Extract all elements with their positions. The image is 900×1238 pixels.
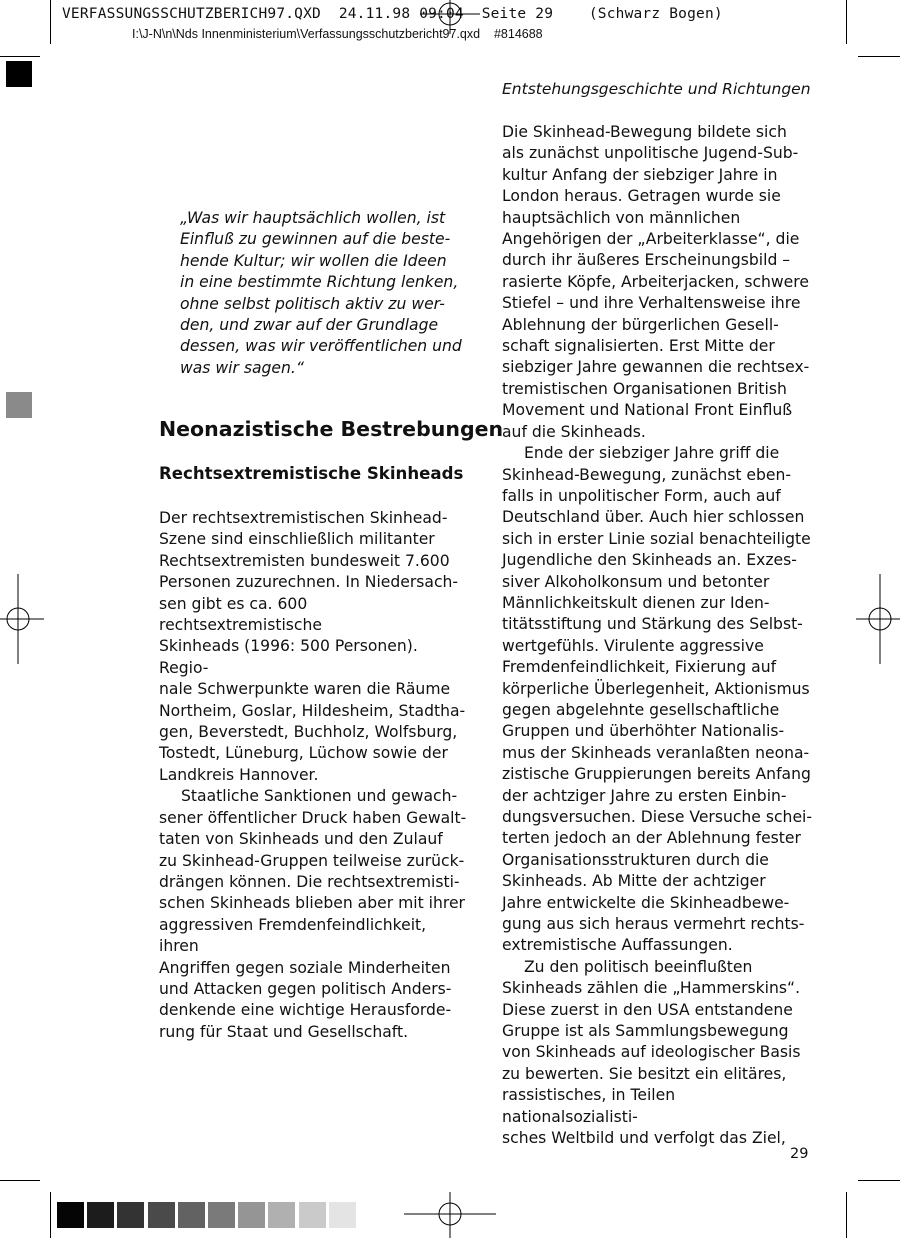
- text-line: Die Skinhead-Bewegung bildete sich: [502, 123, 787, 141]
- text-line: dessen, was wir veröffentlichen und: [180, 337, 462, 356]
- text-line: siver Alkoholkonsum und betonter: [502, 572, 770, 591]
- text-line: was wir sagen.“: [180, 358, 304, 377]
- text-line: hende Kultur; wir wollen die Ideen: [180, 251, 447, 270]
- text-line: titätsstiftung und Stärkung des Selbst-: [502, 615, 803, 634]
- text-line: Jahre entwickelte die Skinheadbewe-: [502, 893, 790, 912]
- quote-text: [180, 208, 470, 379]
- text-line: gung aus sich heraus vermehrt rechts-: [502, 915, 805, 934]
- registration-mark-right: [856, 574, 900, 664]
- text-line: Gruppe ist als Sammlungsbewegung: [502, 1022, 789, 1041]
- epigraph-quote: [180, 208, 470, 379]
- gray-swatch: [178, 1202, 205, 1228]
- right-column: [502, 122, 814, 1150]
- paragraph: [502, 443, 814, 957]
- text-line: Gruppen und überhöhter Nationalis-: [502, 722, 785, 741]
- text-line: Movement und National Front Einfluß: [502, 401, 793, 420]
- crop-mark-top-left-h: [0, 56, 40, 57]
- text-line: Skinheads. Ab Mitte der achtziger: [502, 872, 766, 891]
- text-line: dungsversuchen. Diese Versuche schei-: [502, 808, 812, 826]
- text-line: Jugendliche den Skinheads an. Exzes-: [502, 551, 797, 570]
- text-line: Northeim, Goslar, Hildesheim, Stadtha-: [159, 701, 466, 720]
- running-head: Entstehungsgeschichte und Richtungen: [502, 80, 811, 98]
- left-column: [159, 508, 469, 1043]
- text-line: Tostedt, Lüneburg, Lüchow sowie der: [159, 744, 448, 763]
- text-line: zistische Gruppierungen bereits Anfang: [502, 765, 811, 784]
- text-line: Einfluß zu gewinnen auf die beste-: [180, 230, 451, 249]
- text-line: drängen können. Die rechtsextremisti-: [159, 872, 460, 891]
- text-line: terten jedoch an der Ablehnung fester: [502, 829, 801, 848]
- text-line: Skinheads zählen die „Hammerskins“.: [502, 979, 801, 998]
- slug-line: VERFASSUNGSSCHUTZBERICH97.QXD 24.11.98 09:04 Seite 29 (Schwarz Bogen): [62, 6, 723, 22]
- text-line: sen gibt es ca. 600 rechtsextremistische: [159, 594, 322, 635]
- text-line: Deutschland über. Auch hier schlossen: [502, 508, 805, 527]
- text-line: aggressiven Fremdenfeindlichkeit, ihren: [159, 915, 427, 956]
- page-number: 29: [790, 1146, 809, 1162]
- text-line: Skinhead-Bewegung, zunächst eben-: [502, 465, 792, 484]
- crop-mark-bottom-right-v: [846, 1192, 847, 1238]
- registration-block-gray: [6, 392, 32, 418]
- subsection-heading: Rechtsextremistische Skinheads: [159, 464, 464, 483]
- text-line: schen Skinheads blieben aber mit ihrer: [159, 894, 465, 913]
- text-line: kultur Anfang der siebziger Jahre in: [502, 165, 778, 184]
- text-line: Männlichkeitskult dienen zur Iden-: [502, 593, 770, 612]
- text-line: Der rechtsextremistischen Skinhead-: [159, 509, 448, 527]
- text-line: körperliche Überlegenheit, Aktionismus: [502, 679, 810, 698]
- registration-block-black: [6, 61, 32, 87]
- gray-swatch: [87, 1202, 114, 1228]
- gray-swatch: [299, 1202, 326, 1228]
- text-line: auf die Skinheads.: [502, 422, 646, 441]
- text-line: zu bewerten. Sie besitzt ein elitäres,: [502, 1064, 787, 1083]
- text-line: sich in erster Linie sozial benachteiligte: [502, 529, 811, 548]
- text-line: wertgefühls. Virulente aggressive: [502, 636, 764, 655]
- gray-swatch: [238, 1202, 265, 1228]
- text-line: sches Weltbild und verfolgt das Ziel,: [502, 1129, 786, 1148]
- paragraph: [159, 786, 469, 1043]
- text-line: Stiefel – und ihre Verhaltensweise ihre: [502, 294, 801, 313]
- text-line: tremistischen Organisationen British: [502, 379, 787, 398]
- paragraph: [502, 122, 814, 443]
- gray-swatch: [57, 1202, 84, 1228]
- paragraph: [159, 508, 469, 786]
- text-line: Angriffen gegen soziale Minderheiten: [159, 958, 451, 977]
- text-line: London heraus. Getragen wurde sie: [502, 187, 781, 206]
- text-line: Ende der siebziger Jahre griff die: [524, 444, 780, 463]
- text-line: Ablehnung der bürgerlichen Gesell-: [502, 315, 779, 334]
- text-line: Rechtsextremisten bundesweit 7.600: [159, 551, 450, 570]
- crop-mark-top-right-h: [858, 56, 900, 57]
- text-line: Personen zuzurechnen. In Niedersach-: [159, 573, 459, 592]
- text-line: in eine bestimmte Richtung lenken,: [180, 273, 459, 292]
- gray-swatch: [329, 1202, 356, 1228]
- text-line: Skinheads (1996: 500 Personen). Regio-: [159, 637, 418, 677]
- gray-swatch: [268, 1202, 295, 1228]
- registration-mark-left: [0, 574, 44, 664]
- registration-mark-bottom: [404, 1192, 496, 1238]
- text-line: siebziger Jahre gewannen die rechtsex-: [502, 358, 810, 377]
- text-line: als zunächst unpolitische Jugend-Sub-: [502, 144, 799, 163]
- text-line: Fremdenfeindlichkeit, Fixierung auf: [502, 658, 777, 677]
- paragraph: [502, 957, 814, 1150]
- crop-mark-top-left-v: [50, 0, 51, 44]
- gray-swatch: [148, 1202, 175, 1228]
- gray-swatch: [208, 1202, 235, 1228]
- text-line: ohne selbst politisch aktiv zu wer-: [180, 294, 445, 313]
- crop-mark-bottom-right-h: [858, 1180, 900, 1181]
- registration-mark-top: [410, 0, 490, 40]
- text-line: zu Skinhead-Gruppen teilweise zurück-: [159, 851, 465, 870]
- text-line: falls in unpolitischer Form, auch auf: [502, 486, 781, 505]
- text-line: nale Schwerpunkte waren die Räume: [159, 680, 451, 699]
- text-line: „Was wir hauptsächlich wollen, ist: [180, 209, 446, 227]
- text-line: rassistisches, in Teilen nationalsozialisti-: [502, 1086, 676, 1126]
- text-line: den, und zwar auf der Grundlage: [180, 316, 439, 335]
- crop-mark-bottom-left-h: [0, 1180, 40, 1181]
- text-line: extremistische Auffassungen.: [502, 936, 733, 955]
- text-line: hauptsächlich von männlichen: [502, 208, 741, 227]
- text-line: Szene sind einschließlich militanter: [159, 530, 435, 549]
- text-line: der achtziger Jahre zu ersten Einbin-: [502, 786, 787, 805]
- text-line: gen, Beverstedt, Buchholz, Wolfsburg,: [159, 723, 458, 742]
- text-line: Zu den politisch beeinflußten: [524, 957, 753, 976]
- section-heading: Neonazistische Bestrebungen: [159, 417, 504, 441]
- text-line: rasierte Köpfe, Arbeiterjacken, schwere: [502, 272, 809, 291]
- text-line: schaft signalisierten. Erst Mitte der: [502, 337, 775, 356]
- text-line: gegen abgelehnte gesellschaftliche: [502, 700, 780, 719]
- text-line: mus der Skinheads veranlaßten neona-: [502, 743, 810, 762]
- text-line: durch ihr äußeres Erscheinungsbild –: [502, 251, 791, 270]
- text-line: taten von Skinheads und den Zulauf: [159, 830, 443, 849]
- text-line: Angehörigen der „Arbeiterklasse“, die: [502, 230, 800, 249]
- crop-mark-top-right-v: [846, 0, 847, 44]
- crop-mark-bottom-left-v: [50, 1192, 51, 1238]
- gray-swatch: [117, 1202, 144, 1228]
- text-line: rung für Staat und Gesellschaft.: [159, 1022, 409, 1041]
- text-line: denkende eine wichtige Herausforde-: [159, 1001, 452, 1020]
- file-path: I:\J-N\n\Nds Innenministerium\Verfassungsschutzbericht97.qxd #814688: [132, 27, 543, 41]
- text-line: sener öffentlicher Druck haben Gewalt-: [159, 808, 467, 827]
- text-line: und Attacken gegen politisch Anders-: [159, 979, 452, 998]
- text-line: Staatliche Sanktionen und gewach-: [181, 787, 458, 806]
- text-line: Diese zuerst in den USA entstandene: [502, 1000, 793, 1019]
- text-line: Organisationsstrukturen durch die: [502, 850, 769, 869]
- text-line: von Skinheads auf ideologischer Basis: [502, 1043, 801, 1062]
- text-line: Landkreis Hannover.: [159, 765, 319, 784]
